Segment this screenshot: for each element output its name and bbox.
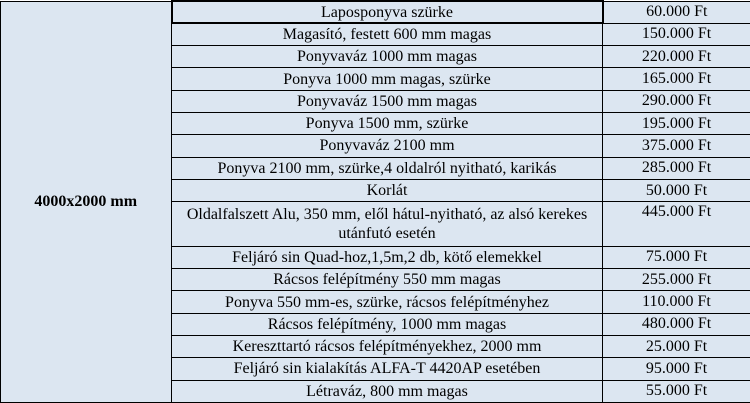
table-row: [1, 1, 750, 23]
item-description: Ponyvaváz 1500 mm magas: [172, 90, 603, 112]
item-price: 55.000 Ft: [603, 380, 750, 402]
item-description: Ponyvaváz 2100 mm: [172, 135, 603, 157]
item-price: 60.000 Ft: [603, 1, 750, 23]
item-price: 220.000 Ft: [603, 46, 750, 68]
item-description: Oldalfalszett Alu, 350 mm, elől hátul-nyitható, az alsó kerekes utánfutó esetén: [172, 202, 603, 247]
item-price: 50.000 Ft: [603, 179, 750, 201]
item-price: 445.000 Ft: [603, 202, 750, 247]
item-description: Ponyva 550 mm-es, szürke, rácsos felépítményhez: [172, 291, 603, 313]
item-price: 150.000 Ft: [603, 23, 750, 45]
item-description: Ponyva 1000 mm magas, szürke: [172, 68, 603, 90]
item-price: 110.000 Ft: [603, 291, 750, 313]
item-price: 290.000 Ft: [603, 90, 750, 112]
item-description: Rácsos felépítmény, 1000 mm magas: [172, 313, 603, 335]
item-price: 375.000 Ft: [603, 135, 750, 157]
item-description: Ponyva 2100 mm, szürke,4 oldalról nyitható, karikás: [172, 157, 603, 179]
item-price: 285.000 Ft: [603, 157, 750, 179]
item-price: 195.000 Ft: [603, 112, 750, 134]
item-description: Ponyvaváz 1000 mm magas: [172, 46, 603, 68]
item-price: 255.000 Ft: [603, 269, 750, 291]
item-price: 75.000 Ft: [603, 246, 750, 268]
item-description: Rácsos felépítmény 550 mm magas: [172, 269, 603, 291]
item-price: 480.000 Ft: [603, 313, 750, 335]
item-description: Feljáró sin Quad-hoz,1,5m,2 db, kötő elemekkel: [172, 246, 603, 268]
group-label: 4000x2000 mm: [1, 1, 172, 403]
item-description: Magasító, festett 600 mm magas: [172, 23, 603, 45]
item-description: Feljáró sin kialakítás ALFA-T 4420AP esetében: [172, 358, 603, 380]
item-price: 95.000 Ft: [603, 358, 750, 380]
item-description: Kereszttartó rácsos felépítményekhez, 2000 mm: [172, 335, 603, 357]
item-price: 165.000 Ft: [603, 68, 750, 90]
item-description: Ponyva 1500 mm, szürke: [172, 112, 603, 134]
item-description: Korlát: [172, 179, 603, 201]
item-description: Létraváz, 800 mm magas: [172, 380, 603, 402]
item-description: Laposponyva szürke: [172, 1, 603, 23]
item-price: 25.000 Ft: [603, 335, 750, 357]
